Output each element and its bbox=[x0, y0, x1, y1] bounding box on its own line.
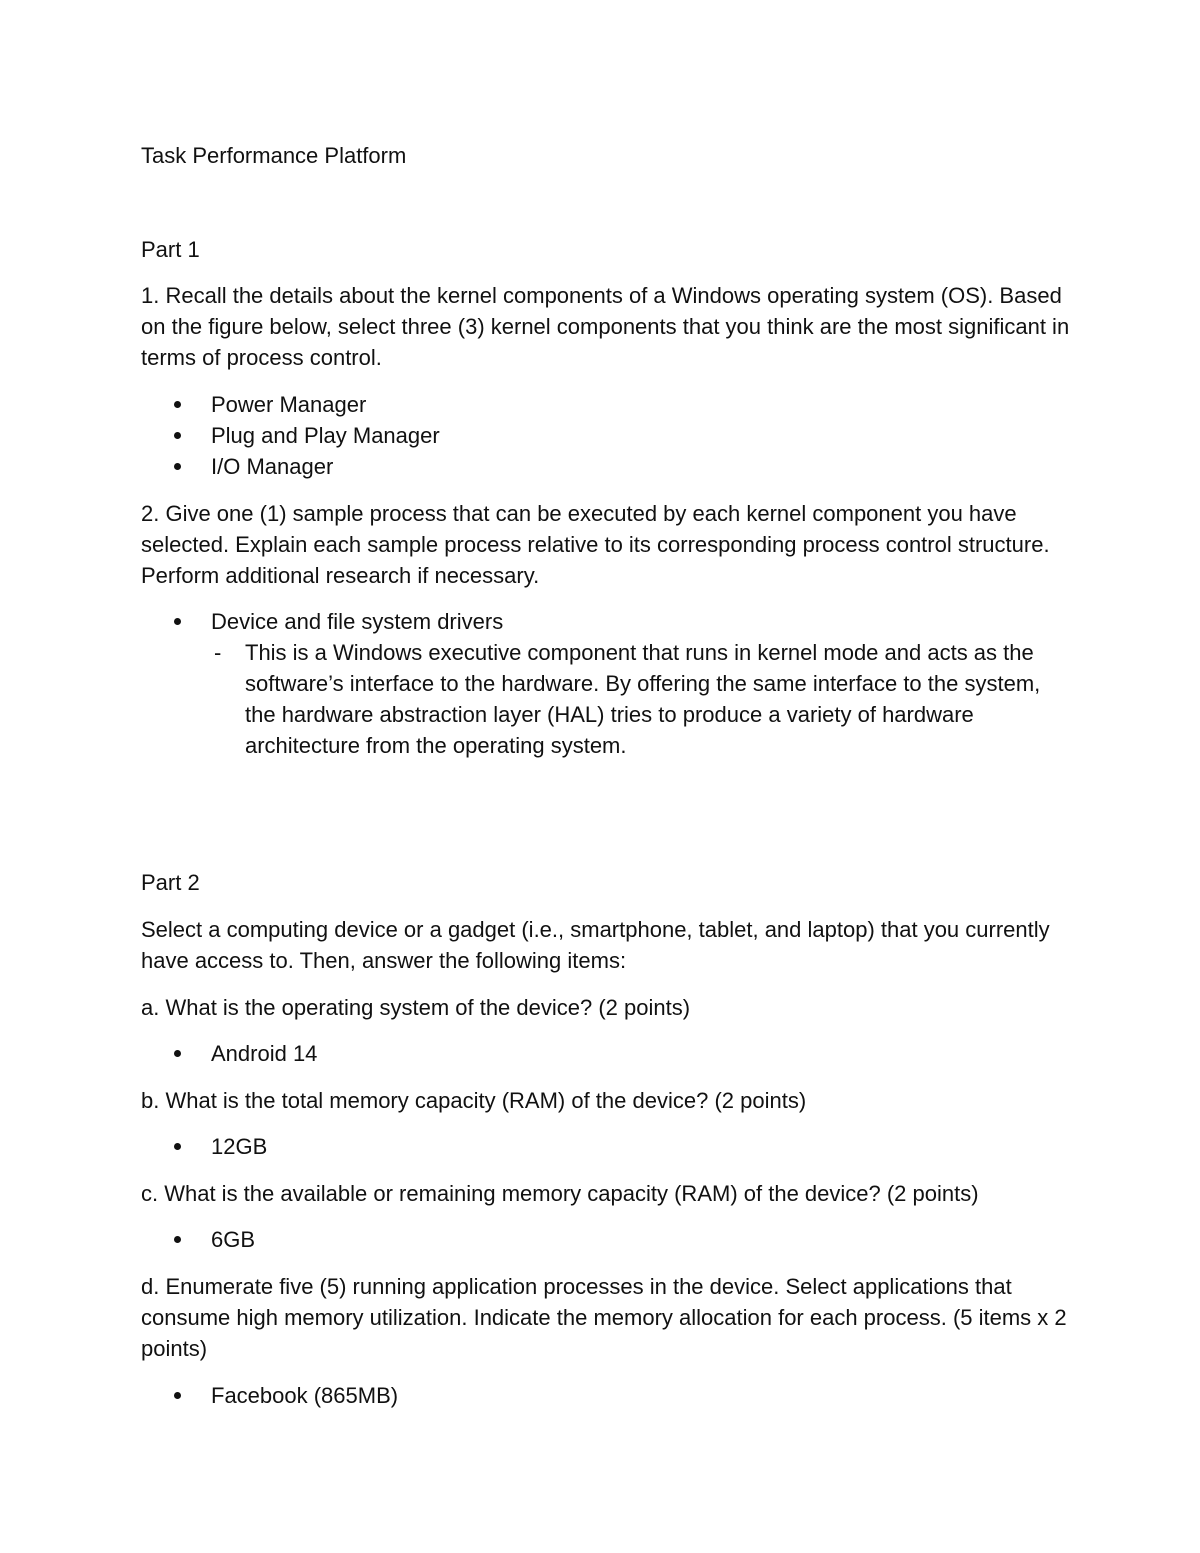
document-title: Task Performance Platform bbox=[141, 143, 407, 168]
question-2-sub-list bbox=[211, 637, 1061, 761]
question-a-text: a. What is the operating system of the device? (2 points) bbox=[141, 995, 691, 1020]
list-item: Device and file system drivers bbox=[141, 606, 1071, 637]
bullet-icon bbox=[174, 618, 181, 625]
bullet-icon bbox=[174, 1392, 181, 1399]
bullet-icon bbox=[174, 463, 181, 470]
list-item: Android 14 bbox=[141, 1038, 1071, 1069]
list-item: Facebook (865MB) bbox=[141, 1380, 1071, 1411]
bullet-icon bbox=[174, 1143, 181, 1150]
part2-intro: Select a computing device or a gadget (i.e., smartphone, tablet, and laptop) that you currently have access to. Then, answer the following items: bbox=[141, 917, 1050, 973]
part2-heading: Part 2 bbox=[141, 870, 200, 895]
list-item: 6GB bbox=[141, 1224, 1071, 1255]
question-c-text: c. What is the available or remaining memory capacity (RAM) of the device? (2 points) bbox=[141, 1181, 979, 1206]
bullet-icon bbox=[174, 1050, 181, 1057]
list-item: 12GB bbox=[141, 1131, 1071, 1162]
bullet-icon bbox=[174, 401, 181, 408]
question-a-answer-list bbox=[141, 1038, 1071, 1069]
question-c-answer-list bbox=[141, 1224, 1071, 1255]
question-1-answer-list bbox=[141, 389, 1071, 482]
question-b-text: b. What is the total memory capacity (RAM) of the device? (2 points) bbox=[141, 1088, 807, 1113]
question-2-text: 2. Give one (1) sample process that can be executed by each kernel component you have selected. Explain each sample process relative to its corresponding process control structure. Perform additional research if necessary. bbox=[141, 501, 1050, 588]
list-item bbox=[211, 637, 1061, 761]
list-item: Power Manager bbox=[141, 389, 1071, 420]
list-item: Plug and Play Manager bbox=[141, 420, 1071, 451]
sub-answer-text: This is a Windows executive component that runs in kernel mode and acts as the software’s interface to the hardware. By offering the same interface to the system, the hardware abstraction layer (HAL) tries to produce a variety of hardware architecture from the operating system. bbox=[245, 640, 1041, 758]
dash-marker: - bbox=[214, 640, 222, 665]
question-d-answer-list bbox=[141, 1380, 1071, 1411]
bullet-icon bbox=[174, 432, 181, 439]
question-d-text: d. Enumerate five (5) running application processes in the device. Select applications that consume high memory utilization. Indicate the memory allocation for each process. (5 items x 2 points) bbox=[141, 1274, 1067, 1361]
bullet-icon bbox=[174, 1236, 181, 1243]
question-b-answer-list bbox=[141, 1131, 1071, 1162]
question-2-answer-list bbox=[141, 606, 1071, 637]
part1-heading: Part 1 bbox=[141, 237, 200, 262]
question-1-text: 1. Recall the details about the kernel components of a Windows operating system (OS). Based on the figure below, select three (3) kernel components that you think are the most significant in terms of process control. bbox=[141, 283, 1070, 370]
list-item: I/O Manager bbox=[141, 451, 1071, 482]
